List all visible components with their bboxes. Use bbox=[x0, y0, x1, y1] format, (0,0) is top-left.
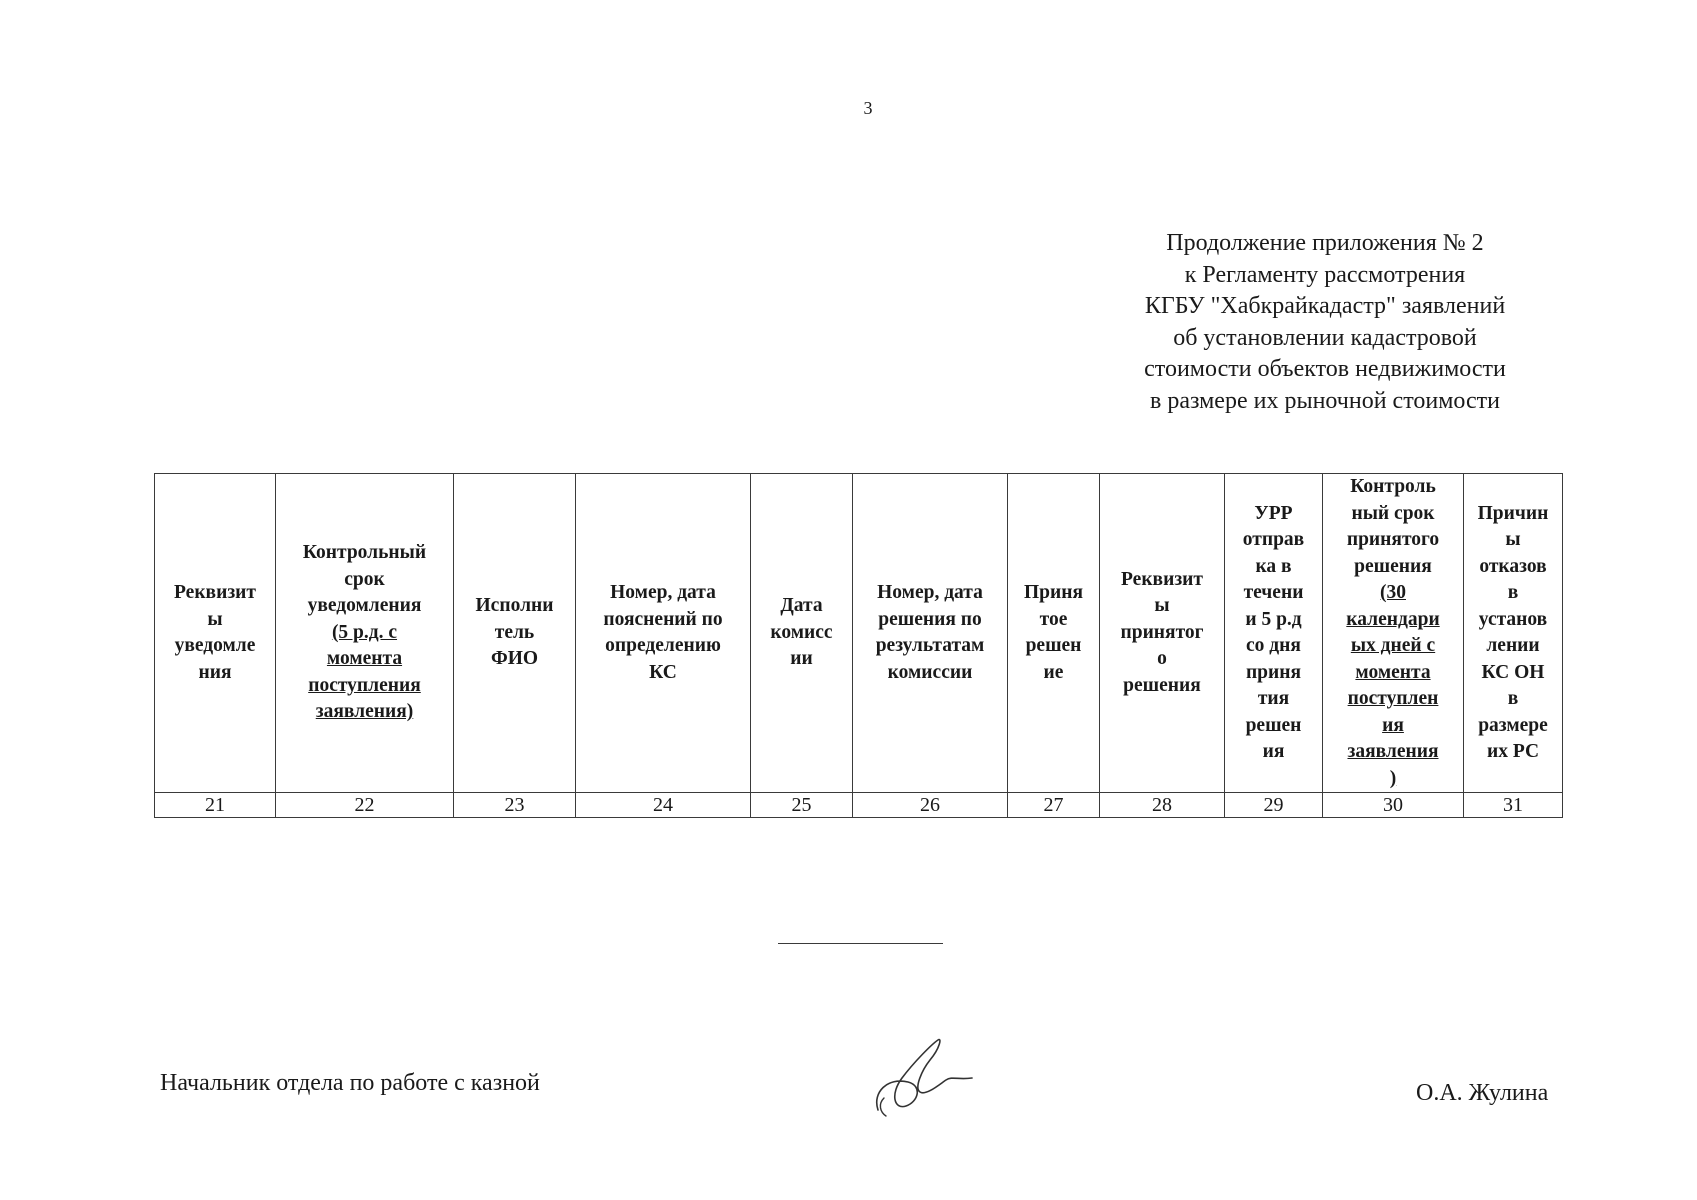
column-number-row bbox=[155, 793, 1563, 818]
column-header bbox=[1464, 474, 1563, 793]
column-header-line: Реквизит bbox=[174, 582, 256, 603]
column-header-line: УРР bbox=[1254, 502, 1293, 524]
signer-position: Начальник отдела по работе с казной bbox=[160, 1070, 540, 1096]
column-number: 24 bbox=[576, 793, 751, 818]
column-header-underlined-line: (30 bbox=[1380, 582, 1406, 603]
regulation-table bbox=[154, 473, 1563, 818]
column-header-line: Реквизит bbox=[1121, 568, 1203, 590]
column-header bbox=[576, 474, 751, 793]
column-header bbox=[1323, 474, 1464, 793]
column-header-line: ния bbox=[198, 661, 232, 683]
column-header-line: ы bbox=[1154, 595, 1170, 617]
column-number: 30 bbox=[1323, 793, 1464, 818]
column-header bbox=[276, 474, 454, 793]
column-header-line: принятог bbox=[1120, 621, 1204, 643]
appendix-heading-line: к Регламенту рассмотрения bbox=[1184, 261, 1466, 288]
column-header-line: пояснений по bbox=[603, 608, 723, 630]
column-header-line: ы bbox=[207, 608, 223, 630]
column-header-line: тое bbox=[1039, 608, 1068, 630]
column-header-line: комисс bbox=[770, 621, 833, 643]
column-header-line: Контроль bbox=[1350, 476, 1436, 497]
signature bbox=[868, 1032, 988, 1122]
appendix-heading-line: об установлении кадастровой bbox=[1173, 324, 1477, 351]
column-header-underlined-line: момента bbox=[326, 648, 403, 670]
column-header-underlined-line: ых дней с bbox=[1350, 635, 1436, 656]
column-header-line: КС ОН bbox=[1481, 661, 1545, 683]
column-header-line: и 5 р.д bbox=[1245, 608, 1302, 630]
column-header-line: приня bbox=[1245, 661, 1302, 683]
column-header-line: со дня bbox=[1246, 635, 1301, 656]
column-header-line: решен bbox=[1025, 635, 1082, 656]
column-header-line: уведомления bbox=[307, 595, 422, 617]
table-header-row bbox=[155, 474, 1563, 793]
column-header-line: тия bbox=[1257, 688, 1290, 709]
column-header-line: Причин bbox=[1477, 502, 1549, 524]
column-header bbox=[751, 474, 853, 793]
column-header-underlined-line: ) bbox=[1389, 767, 1397, 789]
column-header-line: в bbox=[1507, 688, 1519, 709]
appendix-heading bbox=[1100, 228, 1550, 417]
column-header-line: отказов bbox=[1479, 555, 1547, 577]
column-header-underlined-line: момента bbox=[1355, 661, 1431, 683]
column-header bbox=[1100, 474, 1225, 793]
column-header-line: тель bbox=[494, 621, 535, 643]
column-header-line: ный срок bbox=[1351, 502, 1435, 524]
column-number: 28 bbox=[1100, 793, 1225, 818]
column-header-line: срок bbox=[344, 568, 385, 590]
column-header-line: размере bbox=[1478, 714, 1548, 736]
column-header-line: в bbox=[1507, 582, 1519, 603]
column-header-line: комиссии bbox=[887, 661, 973, 683]
column-header-underlined-line: (5 р.д. с bbox=[331, 621, 398, 643]
column-header-line: течени bbox=[1243, 582, 1304, 603]
column-header-line: определению bbox=[605, 635, 721, 656]
page-number: 3 bbox=[863, 98, 873, 118]
column-header-line: принятого bbox=[1346, 529, 1440, 550]
column-header-line: Номер, дата bbox=[877, 582, 983, 603]
column-header-line: Исполни bbox=[475, 595, 554, 617]
column-number: 23 bbox=[454, 793, 576, 818]
column-number: 21 bbox=[155, 793, 276, 818]
column-header-line: ы bbox=[1505, 529, 1521, 550]
column-header-line: решен bbox=[1245, 714, 1302, 736]
column-header-line: ка в bbox=[1255, 555, 1292, 577]
column-header-line: лении bbox=[1486, 635, 1540, 656]
column-number: 27 bbox=[1008, 793, 1100, 818]
signer-name: О.А. Жулина bbox=[1416, 1080, 1549, 1106]
appendix-heading-line: КГБУ "Хабкрайкадастр" заявлений bbox=[1144, 293, 1506, 319]
column-header-underlined-line: заявления bbox=[1347, 741, 1439, 762]
column-header bbox=[853, 474, 1008, 793]
column-header-line: решения bbox=[1354, 555, 1432, 577]
column-header-line: Номер, дата bbox=[610, 582, 716, 603]
column-header-line: ФИО bbox=[490, 648, 539, 670]
column-header-underlined-line: ия bbox=[1382, 714, 1404, 736]
column-number: 25 bbox=[751, 793, 853, 818]
column-header-line: ии bbox=[790, 648, 813, 670]
column-header-line: Приня bbox=[1023, 582, 1084, 603]
appendix-heading-line: стоимости объектов недвижимости bbox=[1144, 356, 1506, 382]
separator-line bbox=[778, 943, 943, 944]
column-header-line: Дата bbox=[780, 595, 823, 617]
column-header-line: КС bbox=[649, 661, 677, 683]
column-number: 22 bbox=[276, 793, 454, 818]
column-number: 26 bbox=[853, 793, 1008, 818]
column-header bbox=[155, 474, 276, 793]
column-header-line: отправ bbox=[1242, 529, 1305, 550]
appendix-heading-line: Продолжение приложения № 2 bbox=[1166, 230, 1484, 256]
column-header-line: их РС bbox=[1486, 741, 1540, 762]
column-header-line: Контрольный bbox=[302, 542, 427, 564]
column-header bbox=[1008, 474, 1100, 793]
column-header-line: уведомле bbox=[174, 635, 256, 656]
column-number: 31 bbox=[1464, 793, 1563, 818]
column-header-underlined-line: поступления bbox=[308, 674, 421, 696]
column-header-line: установ bbox=[1478, 608, 1548, 630]
column-header-line: о bbox=[1157, 648, 1167, 670]
column-header-underlined-line: календари bbox=[1346, 608, 1440, 630]
column-header-line: решения bbox=[1123, 674, 1201, 696]
column-header-line: ие bbox=[1043, 661, 1064, 683]
column-header bbox=[1225, 474, 1323, 793]
column-header-line: решения по bbox=[878, 608, 982, 630]
column-header-line: результатам bbox=[875, 635, 985, 656]
column-header-underlined-line: поступлен bbox=[1347, 688, 1439, 709]
column-header bbox=[454, 474, 576, 793]
appendix-heading-line: в размере их рыночной стоимости bbox=[1149, 387, 1500, 414]
column-number: 29 bbox=[1225, 793, 1323, 818]
column-header-line: ия bbox=[1262, 741, 1285, 762]
column-header-underlined-line: заявления) bbox=[315, 701, 414, 723]
